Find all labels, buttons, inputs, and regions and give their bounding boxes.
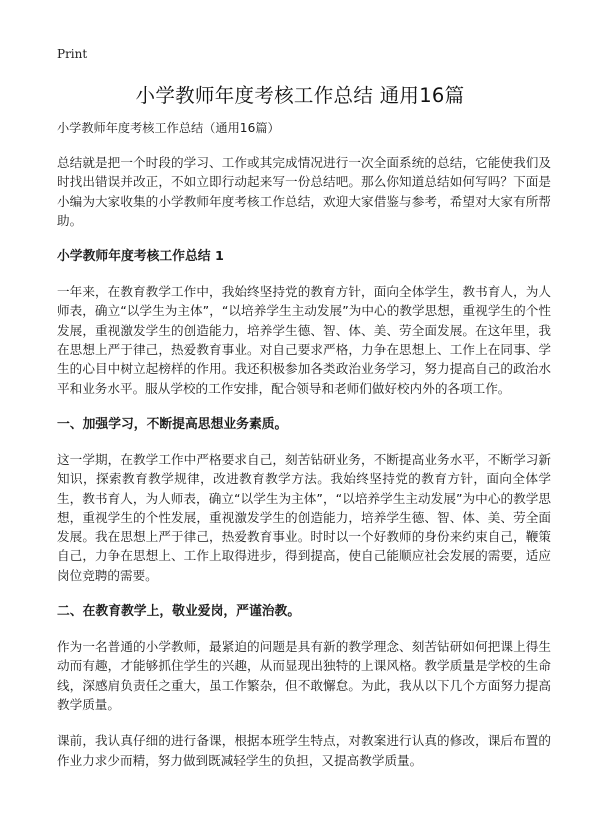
subsection-heading-1: 一、加强学习，不断提高思想业务素质。 <box>57 416 288 432</box>
section-paragraph: 一年来，在教育教学工作中，我始终坚持党的教育方针，面向全体学生，教书育人，为人师表，确立“以学生为主体”，“以培养学生主动发展”为中心的教学思想，重视学生的个性发展，重视激发学生的创造能力，培养学生德、智、体、美、劳全面发展。在这年里，我在思想上严于律己，热爱教育事业。对自己要求严格，力争在思想上、工作上在同事、学生的心目中树立起榜样的作用。我还积极参加各类政治业务学习，努力提高自己的政治水平和业务水平。服从学校的工作安排，配合领导和老师们做好校内外的各项工作。 <box>57 284 551 396</box>
subsection-paragraph-2: 作为一名普通的小学教师，最紧迫的问题是具有新的教学理念、刻苦钻研如何把课上得生动而有趣，才能够抓住学生的兴趣，从而显现出独特的上课风格。教学质量是学校的生命线，深感肩负责任之重大，虽工作繁杂，但不敢懈怠。为此，我从以下几个方面努力提高教学质量。 <box>57 639 551 712</box>
section-heading: 小学教师年度考核工作总结 1 <box>57 249 224 265</box>
subsection-heading-2: 二、在教育教学上，敬业爱岗，严谨治教。 <box>57 604 301 620</box>
document-title: 小学教师年度考核工作总结 通用16篇 <box>135 84 465 107</box>
print-link[interactable]: Print <box>57 47 88 61</box>
subsection-paragraph-1: 这一学期，在教学工作中严格要求自己，刻苦钻研业务，不断提高业务水平，不断学习新知识，探索教育教学规律，改进教育教学方法。我始终坚持党的教育方针，面向全体学生，教书育人，为人师表，确立“以学生为主体”，“以培养学生主动发展”为中心的教学思想，重视学生的个性发展，重视激发学生的创造能力，培养学生德、智、体、美、劳全面发展。我在思想上严于律己，热爱教育事业。时时以一个好教师的身份来约束自己，鞭策自己，力争在思想上、工作上取得进步，得到提高，使自己能顺应社会发展的需要，适应岗位竞聘的需要。 <box>57 451 551 583</box>
document-subtitle: 小学教师年度考核工作总结（通用16篇） <box>57 121 280 135</box>
intro-paragraph: 总结就是把一个时段的学习、工作或其完成情况进行一次全面系统的总结，它能使我们及时找出错误并改正，不如立即行动起来写一份总结吧。那么你知道总结如何写吗？下面是小编为大家收集的小学教师年度考核工作总结，欢迎大家借鉴与参考，希望对大家有所帮助。 <box>57 155 551 228</box>
document-body <box>57 119 551 787</box>
subsection-paragraph-3: 课前，我认真仔细的进行备课，根据本班学生特点，对教案进行认真的修改，课后布置的作业力求少而精，努力做到既减轻学生的负担，又提高教学质量。 <box>57 733 551 768</box>
